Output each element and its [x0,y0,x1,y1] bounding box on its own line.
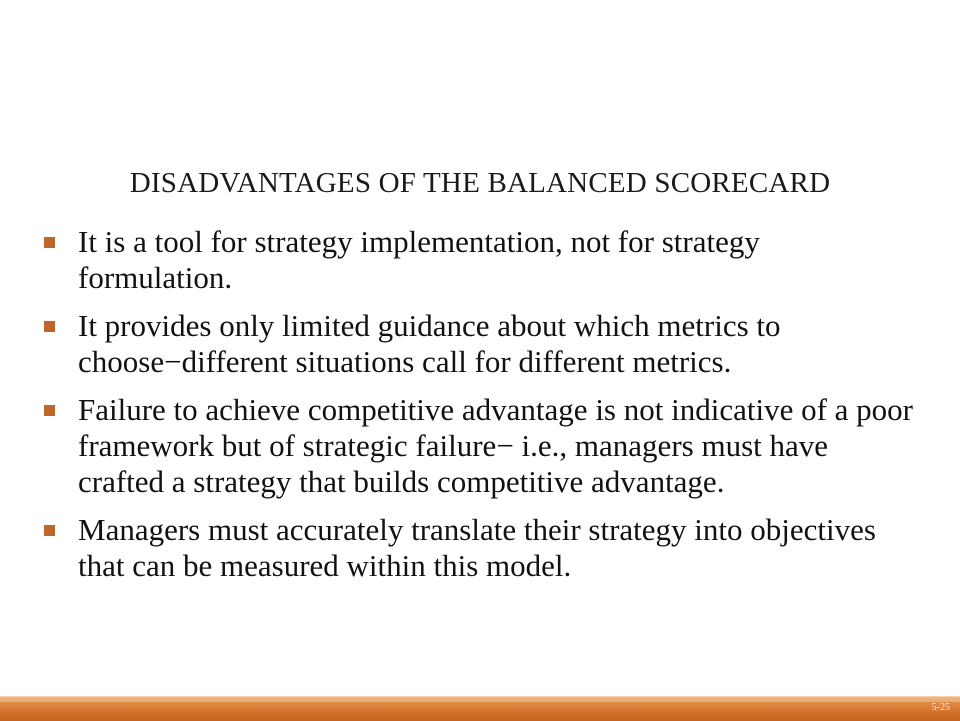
bullet-item [38,512,918,584]
bullet-text: It provides only limited guidance about which metrics to choose−different situations call for different metrics. [78,308,781,379]
bullet-text: Managers must accurately translate their strategy into objectives that can be measured within this model. [78,512,876,583]
page-number: 5-25 [931,702,950,713]
slide-title: DISADVANTAGES OF THE BALANCED SCORECARD [129,167,831,199]
footer-bar-highlight [0,696,960,702]
bullet-text: Failure to achieve competitive advantage is not indicative of a poor framework but of strategic failure− i.e., managers must have crafted a strategy that builds competitive advantage. [78,392,913,499]
bullet-text: It is a tool for strategy implementation, not for strategy formulation. [78,224,760,295]
square-bullet-icon [44,405,55,416]
square-bullet-icon [44,237,55,248]
square-bullet-icon [44,321,55,332]
bullet-list [38,224,918,596]
square-bullet-icon [44,525,55,536]
bullet-item [38,308,918,380]
bullet-item [38,224,918,296]
bullet-item [38,392,918,500]
